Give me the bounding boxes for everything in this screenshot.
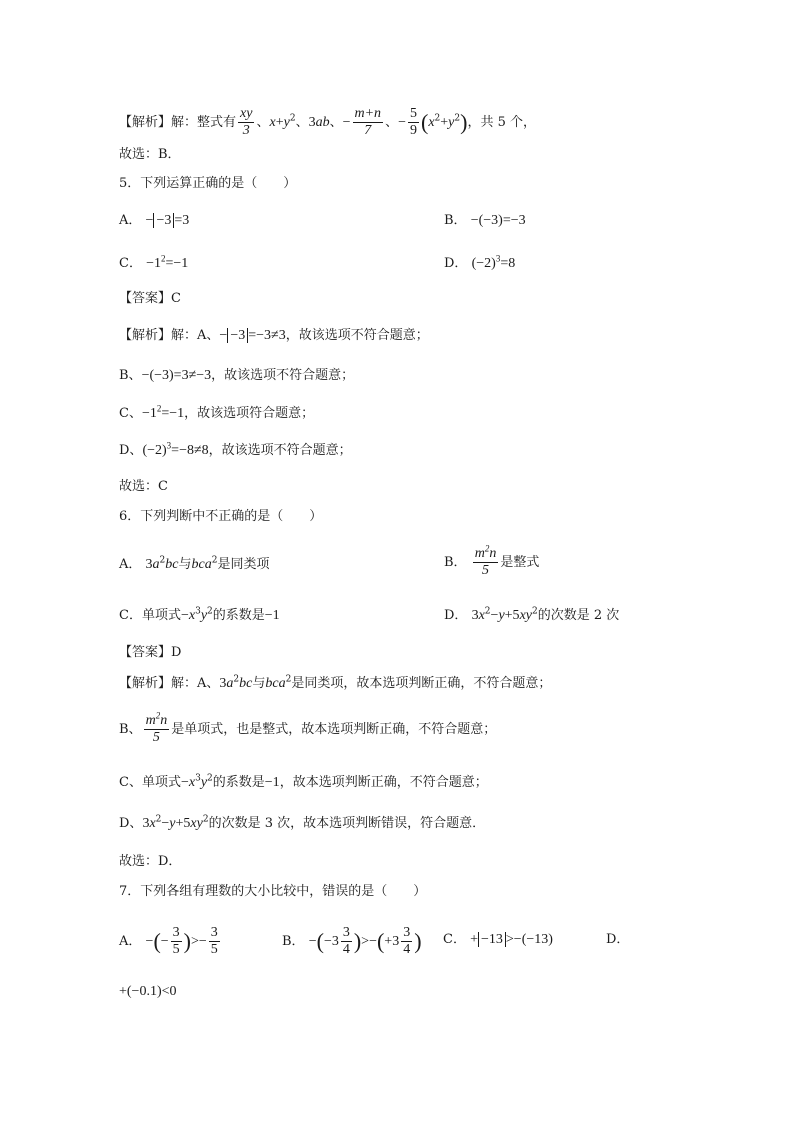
q5-analysis-b: B、−(−3)=3≠−3，故该选项不符合题意； <box>119 368 355 383</box>
fraction-xy-3: $\frac{xy}{3}$ <box>240 106 253 138</box>
q6-option-b: B． $\frac{m^2n}{5}$ 是整式 <box>444 543 540 578</box>
q6-option-a: A． $3a^2bc$与bca$^2$是同类项 <box>119 555 270 572</box>
q6-conclusion: 故选：D． <box>119 854 182 869</box>
q6-analysis-a: 【解析】解：A、$3a^2bc$与bca$^2$是同类项，故本选项判断正确，不符合题意； <box>119 674 552 691</box>
q6-stem: 6．下列判断中不正确的是（ ） <box>119 509 323 524</box>
q6-option-d: D． $3x^2-y+5xy^2$的次数是 2 次 <box>444 606 620 623</box>
q5-analysis-a: 【解析】解：A、− −3 =−3≠3，故该选项不符合题意； <box>119 328 429 343</box>
q7-option-c: C． + −13 >−(−13) <box>443 932 553 947</box>
q5-a-expr: − −3 =3 <box>145 213 190 228</box>
q6-analysis-d: D、$3x^2-y+5xy^2$的次数是 3 次，故本选项判断错误，符合题意． <box>119 814 486 831</box>
q5-c-expr: $-1^2=-1$ <box>146 253 189 271</box>
expr-x-plus-y2: x <box>269 115 276 130</box>
q5-option-c: C． $-1^2=-1$ <box>119 253 189 271</box>
q7-option-a: A． −(− $\frac{3}{5}$ )>− $\frac{3}{5}$ <box>119 925 218 957</box>
q6-analysis-b: B、 $\frac{m^2n}{5}$ 是单项式，也是整式，故本选项判断正确，不符合题意； <box>119 710 497 745</box>
q6-option-c: C．单项式$-x^3y^2$的系数是−1 <box>119 606 280 623</box>
q5-analysis-c: C、$-1^2=-1$，故该选项符合题意； <box>119 403 315 421</box>
q5-option-a: A． − −3 =3 <box>119 213 190 228</box>
q4-analysis-line: 【解析】解：整式有 $\frac{xy}{3}$ 、$x+y^2$、3ab、− $\frac{m+n}{7}$ 、− $\frac{5}{9}$ $(x^2+y^2)$，共 5 个， <box>119 106 536 138</box>
q5-analysis-d: D、$(-2)^3=-8\ne 8$，故该选项不符合题意； <box>119 440 352 458</box>
q5-conclusion: 故选：C <box>119 479 168 494</box>
q5-option-b: B． −(−3)=−3 <box>444 213 526 228</box>
fraction-5-9: $\frac{5}{9}$ <box>409 106 417 138</box>
q7-option-d: D． <box>606 932 630 947</box>
q6-analysis-c: C、单项式$-x^3y^2$的系数是−1，故本选项判断正确，不符合题意； <box>119 773 488 790</box>
q5-b-expr: −(−3)=−3 <box>470 213 526 228</box>
q6-answer: 【答案】D <box>119 645 182 660</box>
q7-option-d-expr: +(−0.1)<0 <box>119 984 177 999</box>
fraction-m-n-7: $\frac{m+n}{7}$ <box>354 106 382 138</box>
q7-option-b: B． −(−3 $\frac{3}{4}$ )>−(+3 $\frac{3}{4}$ ) <box>282 925 422 957</box>
analysis-lead: 解：整式有 <box>171 115 237 130</box>
q5-stem: 5．下列运算正确的是（ ） <box>119 176 297 191</box>
analysis-tail: ，共 5 个， <box>467 115 536 130</box>
q4-conclusion: 故选：B． <box>119 147 181 162</box>
q5-d-expr: $(-2)^3=8$ <box>471 253 516 271</box>
q5-answer: 【答案】C <box>119 291 181 306</box>
q7-stem: 7．下列各组有理数的大小比较中，错误的是（ ） <box>119 884 427 899</box>
q5-option-d: D． $(-2)^3=8$ <box>444 253 516 271</box>
analysis-tag: 【解析】 <box>119 115 172 130</box>
